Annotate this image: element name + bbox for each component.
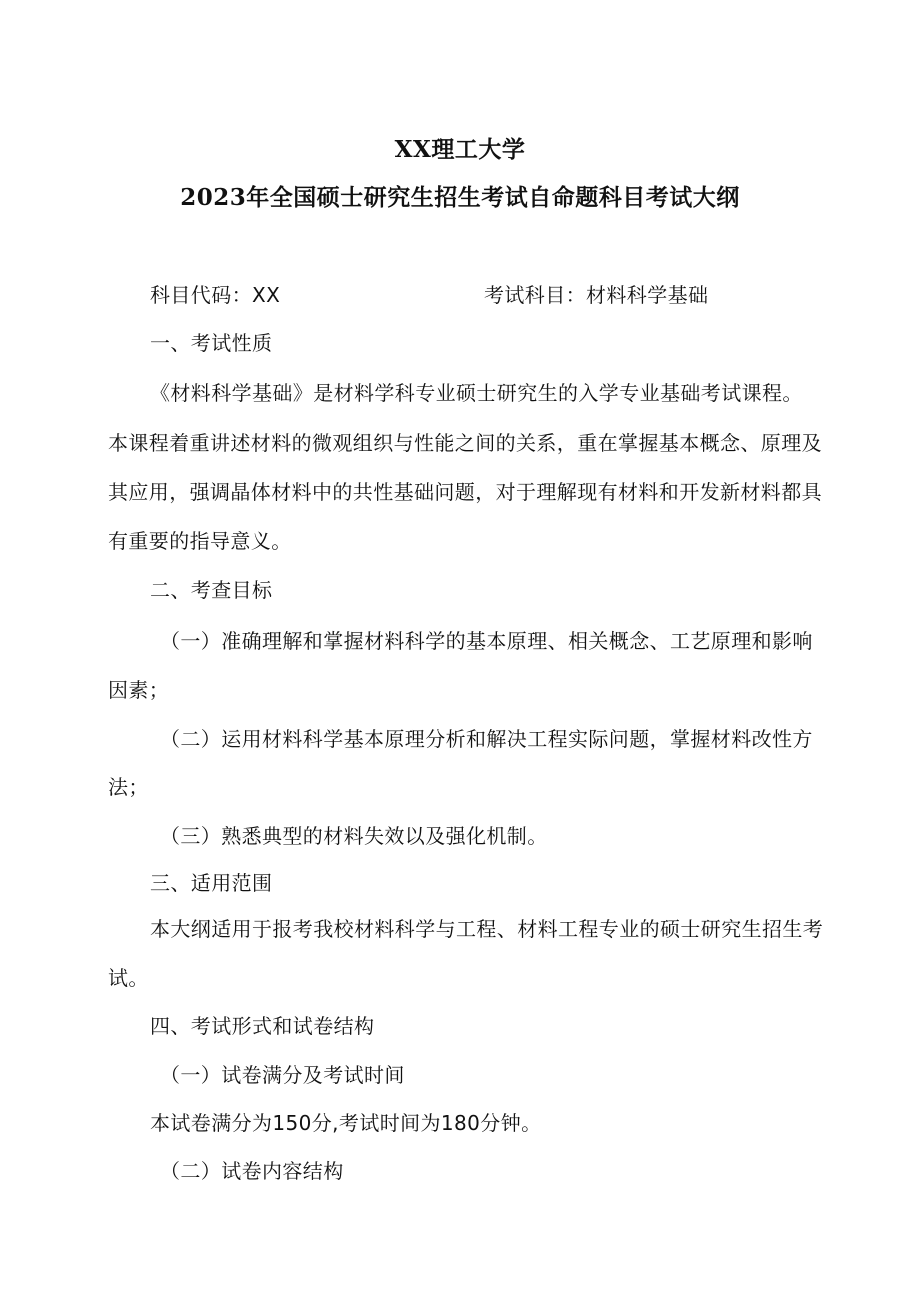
section-1-line-1: 《材料科学基础》是材料学科专业硕士研究生的入学专业基础考试课程。 xyxy=(150,381,803,405)
section-1-line-4: 有重要的指导意义。 xyxy=(108,529,292,553)
section-1-line-3: 其应用，强调晶体材料中的共性基础问题，对于理解现有材料和开发新材料都具 xyxy=(108,480,822,504)
subject-code: 科目代码：XX xyxy=(150,283,281,307)
section-2-item-1-line-2: 因素； xyxy=(108,678,170,702)
section-3-line-1: 本大纲适用于报考我校材料科学与工程、材料工程专业的硕士研究生招生考 xyxy=(150,917,824,941)
section-2-heading: 二、考查目标 xyxy=(150,578,273,602)
section-2-item-1-line-1: （一）准确理解和掌握材料科学的基本原理、相关概念、工艺原理和影响 xyxy=(160,629,813,653)
section-4-sub-1-heading: （一）试卷满分及考试时间 xyxy=(160,1063,405,1087)
section-4-heading: 四、考试形式和试卷结构 xyxy=(150,1014,375,1038)
section-4-sub-1-text: 本试卷满分为150分,考试时间为180分钟。 xyxy=(150,1111,542,1135)
section-2-item-2-line-2: 法； xyxy=(108,775,149,799)
university-title: XX理工大学 xyxy=(394,136,526,163)
section-3-heading: 三、适用范围 xyxy=(150,871,273,895)
section-1-line-2: 本课程着重讲述材料的微观组织与性能之间的关系，重在掌握基本概念、原理及 xyxy=(108,431,822,455)
section-3-line-2: 试。 xyxy=(108,966,149,990)
exam-title: 2023年全国硕士研究生招生考试自命题科目考试大纲 xyxy=(180,184,740,211)
section-2-item-3: （三）熟悉典型的材料失效以及强化机制。 xyxy=(160,824,548,848)
subject-name: 考试科目：材料科学基础 xyxy=(484,283,709,307)
section-2-item-2-line-1: （二）运用材料科学基本原理分析和解决工程实际问题，掌握材料改性方 xyxy=(160,727,813,751)
section-4-sub-2-heading: （二）试卷内容结构 xyxy=(160,1159,344,1183)
section-1-heading: 一、考试性质 xyxy=(150,331,273,355)
